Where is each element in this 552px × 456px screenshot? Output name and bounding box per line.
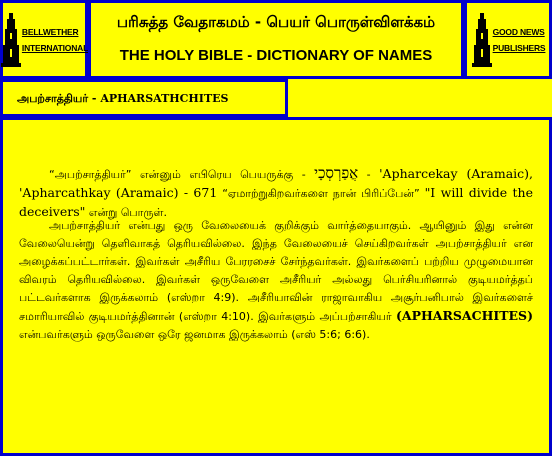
description-text-1: அபற்சாத்தியர் என்பது ஒரு வேலையைக் குறிக்கும் வார்த்தையாகும். ஆயினும் இது என்ன வேலையென்று தெளிவாகத் தெரியவில்லை. இந்த வேலையைச் செய்கிறவர்கள் அபற்சாத்தியர் என அழைக்கப்பட்டார்கள். இவர்கள் அசீரிய பேரரசைச் சேர்ந்தவர்கள். இவர்களைப் பற்றிய முழுமையான விவரம் தெரியவில்லை. இவர்கள் ஒருவேளை அசீரியர் அல்லது பெர்சியரினால் குடியமர்த்தப் பட்டவர்களாக இருக்கலாம் (எஸ்றா 4:9). அசீரியாவின் ராஜாவாகிய அசூர்பனிபால் இவர்களைச் சமாரியாவில் குடியமர்த்தினான் (எஸ்றா 4:10). இவர்களும் அப்பற்சாகியர்	[19, 219, 533, 323]
etymology-outro: என்று பொருள்.	[85, 206, 167, 219]
good-news-logo-line2: PUBLISHERS	[492, 42, 546, 53]
entry-heading-box	[0, 79, 288, 117]
meaning-tamil: “ஏமாற்றுகிறவர்களை நான் பிரிப்பேன்”	[217, 187, 425, 200]
transliteration: 'Apharcekay (Aramaic), 'Apharcathkay (Aramaic) - 671	[19, 166, 534, 200]
good-news-logo-text	[493, 24, 546, 56]
page-title-tamil: பரிசுத்த வேதாகமம் - பெயர் பொருள்விளக்கம்	[116, 13, 436, 31]
meaning-english: "I will divide the deceivers"	[19, 185, 534, 219]
page-title-english: THE HOLY BIBLE - DICTIONARY OF NAMES	[119, 47, 433, 64]
etymology-intro: “அபற்சாத்தியர்” என்னும் எபிரெய பெயருக்கு -	[49, 168, 315, 181]
etymology-paragraph	[19, 164, 533, 222]
tower-icon	[471, 11, 493, 69]
good-news-logo-line1: GOOD NEWS	[492, 26, 545, 37]
bellwether-logo-text	[22, 24, 88, 56]
bellwether-logo-line1: BELLWETHER	[21, 26, 79, 37]
description-paragraph	[19, 217, 533, 344]
description-bold-name: (APHARSACHITES)	[395, 308, 533, 323]
etymology-dash: -	[358, 168, 380, 181]
header-title-box	[88, 0, 464, 79]
entry-title	[17, 92, 228, 107]
entry-english-name: APHARSATHCHITES	[100, 92, 229, 105]
hebrew-word: אֲפַרְסְכָי	[314, 164, 359, 182]
good-news-logo-box	[464, 0, 552, 79]
bellwether-logo-box	[0, 0, 88, 79]
description-text-2: என்பவர்களும் ஒருவேளை ஒரே ஜனமாக இருக்கலாம் (எஸ் 5:6; 6:6).	[19, 328, 370, 341]
entry-tamil-name: அபற்சாத்தியர்	[17, 92, 89, 105]
definition-content-box	[0, 117, 552, 456]
bellwether-logo-line2: INTERNATIONAL	[21, 42, 89, 53]
tower-icon	[0, 11, 22, 69]
entry-separator: -	[88, 92, 101, 105]
